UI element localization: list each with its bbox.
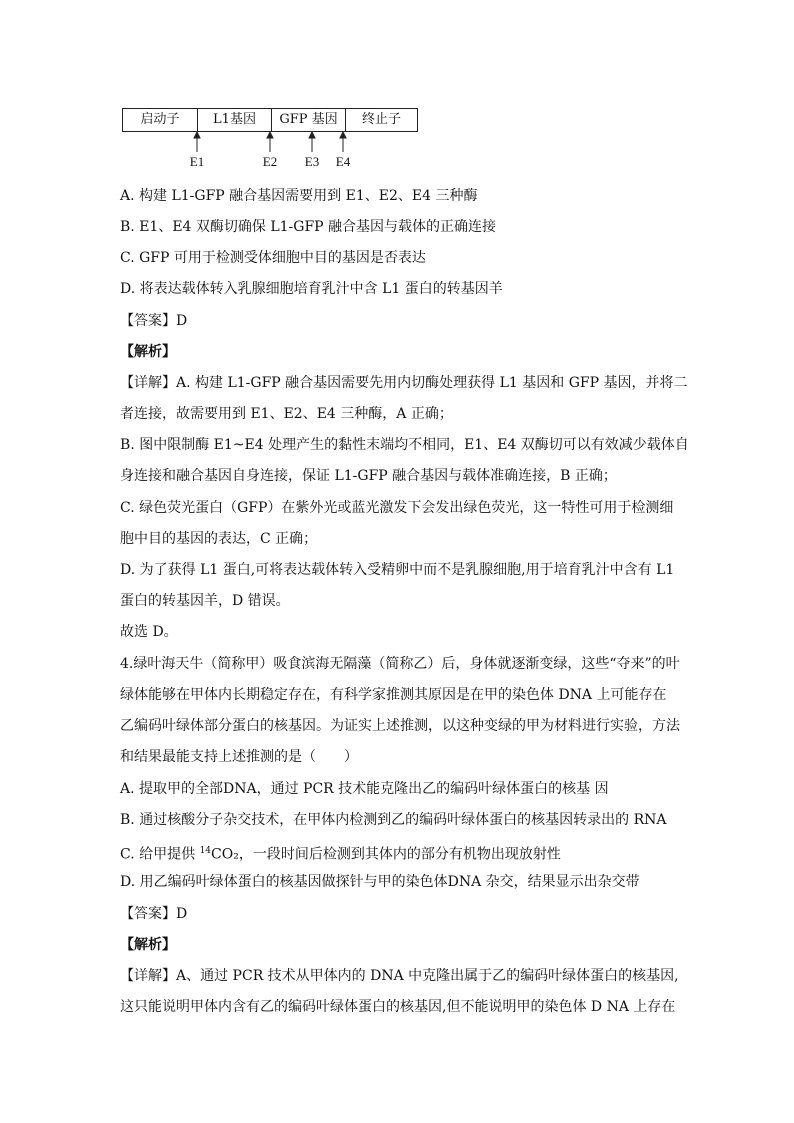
q3-explain-line: D. 为了获得 L1 蛋白,可将表达载体转入受精卵中而不是乳腺细胞,用于培育乳汁中含有 L1 — [120, 562, 675, 578]
q3-explain-line: 者连接，故需要用到 E1、E2、E4 三种酶，A 正确； — [120, 406, 453, 422]
gfp-gene-segment: GFP 基因 — [271, 109, 345, 131]
q3-option-b: B. E1、E4 双酶切确保 L1-GFP 融合基因与载体的正确连接 — [120, 219, 497, 235]
q4-option-c-post: CO₂，一段时间后检测到其体内的部分有机物出现放射性 — [211, 846, 561, 863]
q3-explain-line: 【详解】A. 构建 L1-GFP 融合基因需要先用内切酶处理获得 L1 基因和 GFP 基因，并将二 — [120, 375, 688, 391]
q3-explain-line: 蛋白的转基因羊，D 错误。 — [120, 593, 290, 609]
q3-explain-line: 身连接和融合基因自身连接，保证 L1-GFP 融合基因与载体准确连接，B 正确； — [120, 468, 617, 484]
q4-stem-line: 乙编码叶绿体部分蛋白的核基因。为证实上述推测，以这种变绿的甲为材料进行实验，方法 — [120, 718, 680, 734]
site-arrows — [122, 108, 418, 176]
q4-option-a: A. 提取甲的全部DNA，通过 PCR 技术能克隆出乙的编码叶绿体蛋白的核基 因 — [120, 781, 609, 797]
site-label-e2: E2 — [262, 154, 278, 169]
e4-arrowhead — [340, 132, 346, 138]
q3-option-c: C. GFP 可用于检测受体细胞中目的基因是否表达 — [120, 250, 426, 266]
q4-analysis-label: 【解析】 — [120, 937, 176, 953]
e1-arrowhead — [194, 132, 200, 138]
q3-analysis-label: 【解析】 — [120, 344, 176, 360]
q3-answer: 【答案】D — [120, 313, 188, 329]
promoter-segment: 启动子 — [140, 112, 180, 127]
q3-conclusion: 故选 D。 — [120, 624, 178, 640]
q4-stem-line: 4.绿叶海天牛（简称甲）吸食滨海无隔藻（简称乙）后，身体就逐渐变绿，这些“夺来”的叶 — [120, 656, 680, 672]
q3-option-a: A. 构建 L1-GFP 融合基因需要用到 E1、E2、E4 三种酶 — [120, 188, 478, 204]
q4-stem-line: 绿体能够在甲体内长期稳定存在，有科学家推测其原因是在甲的染色体 DNA 上可能存在 — [120, 687, 667, 703]
q3-explain-line: 胞中目的基因的表达，C 正确； — [120, 531, 318, 547]
q4-option-c — [120, 841, 680, 865]
q3-explain-line: B. 图中限制酶 E1~E4 处理产生的黏性末端均不相同，E1、E4 双酶切可以有效减少载体自 — [120, 437, 689, 453]
q3-option-d: D. 将表达载体转入乳腺细胞培育乳汁中含 L1 蛋白的转基因羊 — [120, 281, 503, 297]
q4-option-d: D. 用乙编码叶绿体蛋白的核基因做探针与甲的染色体DNA 杂交，结果显示出杂交带 — [120, 874, 640, 890]
q4-answer: 【答案】D — [120, 906, 188, 922]
q4-option-c-isotope: 14 — [199, 846, 212, 856]
site-label-e4: E4 — [335, 154, 351, 169]
gene-construct-diagram — [122, 108, 418, 176]
site-label-e1: E1 — [189, 154, 205, 169]
site-label-e3: E3 — [304, 154, 320, 169]
q4-option-c-pre: C. 给甲提供 — [120, 846, 200, 863]
q4-stem-line: 和结果最能支持上述推测的是（ ） — [120, 749, 358, 765]
q4-explain-line: 【详解】A、通过 PCR 技术从甲体内的 DNA 中克隆出属于乙的编码叶绿体蛋白的核基因, — [120, 968, 679, 984]
terminator-segment: 终止子 — [345, 109, 417, 131]
q4-option-b: B. 通过核酸分子杂交技术，在甲体内检测到乙的编码叶绿体蛋白的核基因转录出的 RNA — [120, 812, 667, 828]
e3-arrowhead — [309, 132, 315, 138]
l1-gene-segment: L1基因 — [197, 109, 271, 131]
q3-explain-line: C. 绿色荧光蛋白（GFP）在紫外光或蓝光激发下会发出绿色荧光，这一特性可用于检测细 — [120, 500, 674, 516]
q4-explain-line: 这只能说明甲体内含有乙的编码叶绿体蛋白的核基因,但不能说明甲的染色体 D NA 上存在 — [120, 999, 676, 1015]
e2-arrowhead — [267, 132, 273, 138]
